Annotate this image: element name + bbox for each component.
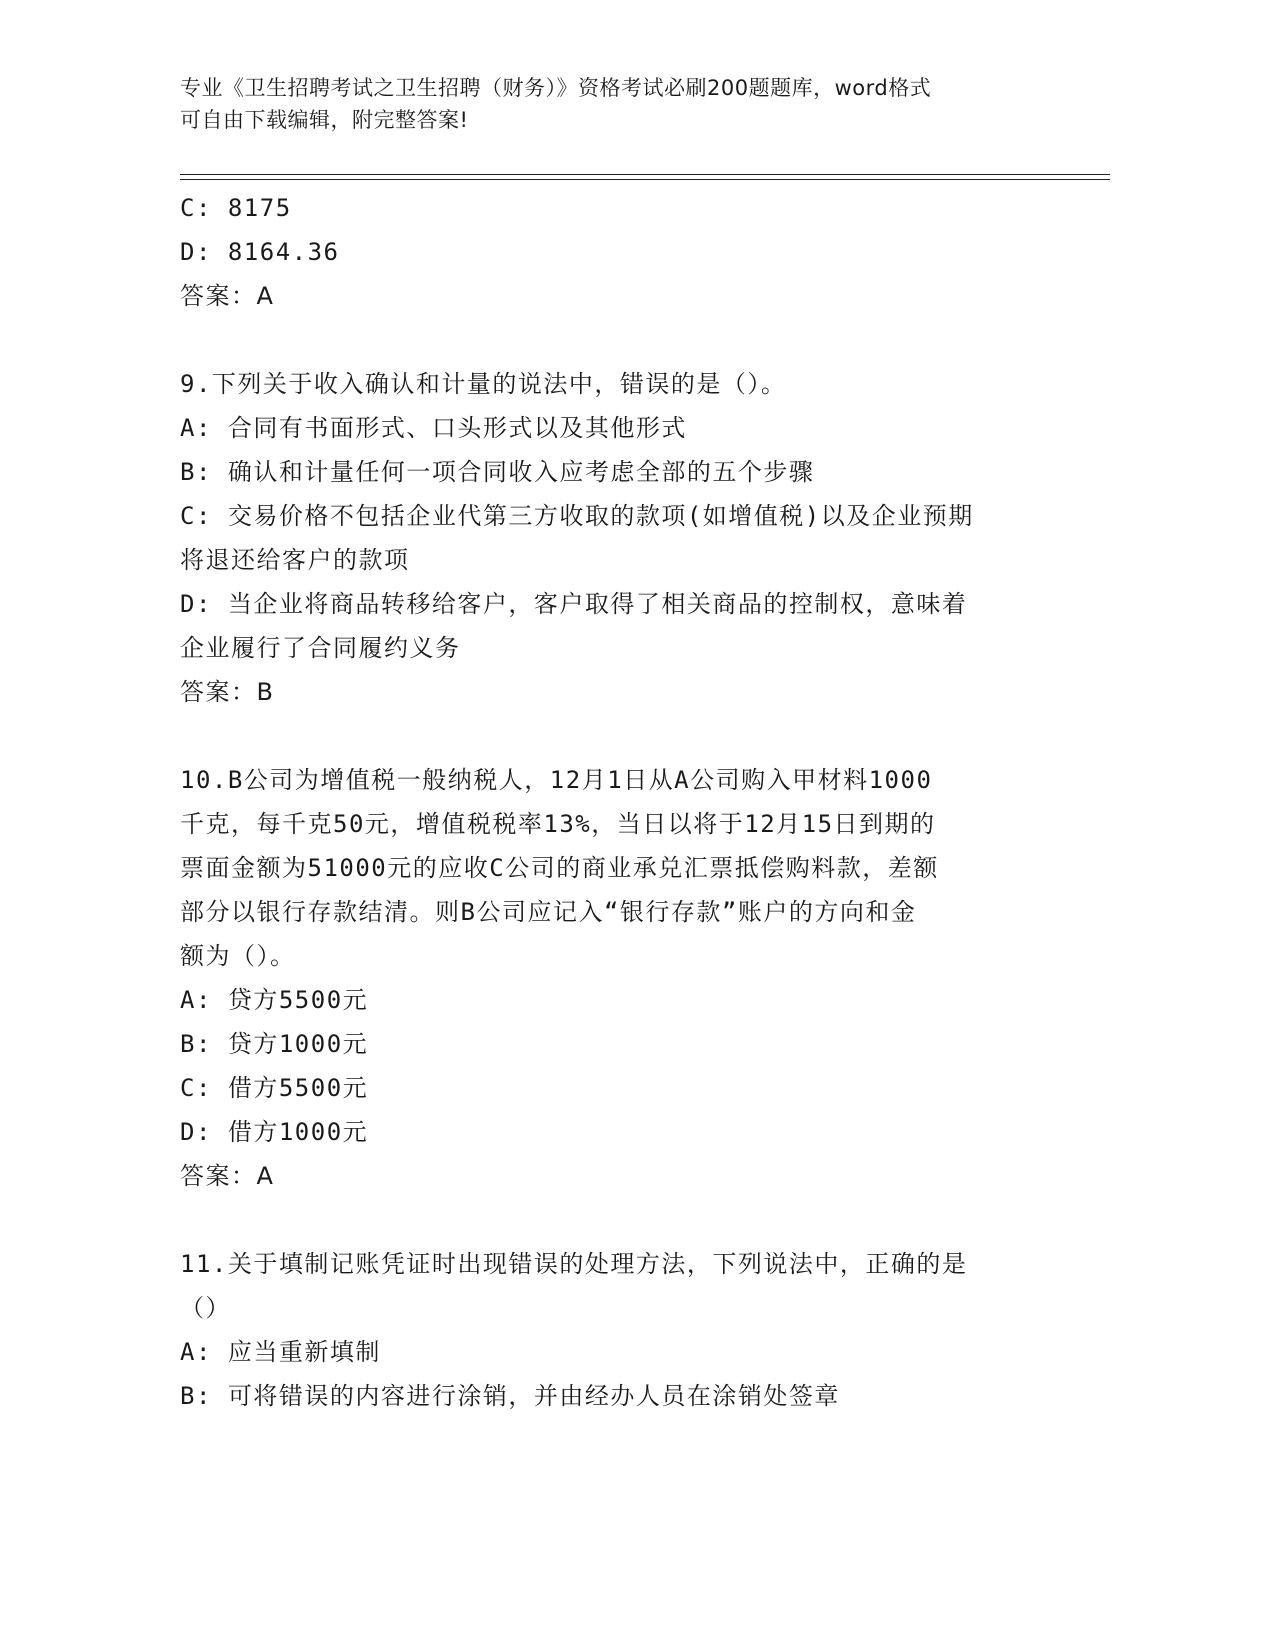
spacer <box>180 1198 1060 1242</box>
q9-stem: 9.下列关于收入确认和计量的说法中，错误的是（）。 <box>180 370 787 398</box>
q10-answer: 答案：A <box>180 1162 275 1190</box>
document-header <box>180 72 1040 136</box>
header-divider-top <box>180 174 1110 175</box>
q11-option-a: A: 应当重新填制 <box>180 1338 381 1366</box>
q9-option-a: A: 合同有书面形式、口头形式以及其他形式 <box>180 414 687 442</box>
q8-answer: 答案：A <box>180 282 275 310</box>
q9-option-c-line-2: 将退还给客户的款项 <box>180 546 410 574</box>
q10-stem-line-5: 额为（）。 <box>180 942 296 970</box>
q8-option-d: D: 8164.36 <box>180 238 340 266</box>
q11-option-b: B: 可将错误的内容进行涂销，并由经办人员在涂销处签章 <box>180 1382 840 1410</box>
q10-stem-line-3: 票面金额为51000元的应收C公司的商业承兑汇票抵偿购料款，差额 <box>180 854 939 882</box>
q11-stem-line-1: 11.关于填制记账凭证时出现错误的处理方法，下列说法中，正确的是 <box>180 1250 968 1278</box>
q8-option-c: C: 8175 <box>180 194 292 222</box>
q11-stem-line-2: （） <box>180 1294 231 1322</box>
spacer <box>180 714 1060 758</box>
q10-stem-line-4: 部分以银行存款结清。则B公司应记入“银行存款”账户的方向和金 <box>180 898 917 926</box>
header-divider-bottom <box>180 179 1110 180</box>
q9-option-c-line-1: C: 交易价格不包括企业代第三方收取的款项(如增值税)以及企业预期 <box>180 502 974 530</box>
header-title-line-1: 专业《卫生招聘考试之卫生招聘（财务）》资格考试必刷200题题库，word格式 <box>180 76 932 100</box>
q10-option-c: C: 借方5500元 <box>180 1074 369 1102</box>
q10-stem-line-2: 千克，每千克50元，增值税税率13%，当日以将于12月15日到期的 <box>180 810 936 838</box>
q9-option-d-line-1: D: 当企业将商品转移给客户，客户取得了相关商品的控制权，意味着 <box>180 590 968 618</box>
document-body <box>180 186 1060 1418</box>
q9-answer: 答案：B <box>180 678 275 706</box>
q10-option-d: D: 借方1000元 <box>180 1118 369 1146</box>
spacer <box>180 318 1060 362</box>
q10-stem-line-1: 10.B公司为增值税一般纳税人，12月1日从A公司购入甲材料1000 <box>180 766 933 794</box>
q10-option-a: A: 贷方5500元 <box>180 986 369 1014</box>
header-title-line-2: 可自由下载编辑，附完整答案! <box>180 108 469 132</box>
q10-option-b: B: 贷方1000元 <box>180 1030 369 1058</box>
q9-option-b: B: 确认和计量任何一项合同收入应考虑全部的五个步骤 <box>180 458 815 486</box>
q9-option-d-line-2: 企业履行了合同履约义务 <box>180 634 461 662</box>
